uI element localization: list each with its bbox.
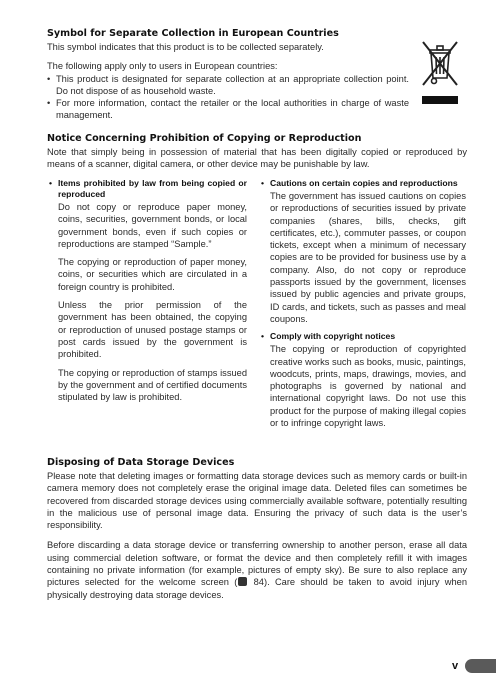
- copyright-title: • Comply with copyright notices: [261, 331, 466, 342]
- page-reference-number[interactable]: 84: [253, 577, 264, 588]
- prohibited-items-title: • Items prohibited by law from being copied or reproduced: [49, 178, 247, 200]
- weee-intro: This symbol indicates that this product is to be collected separately.: [47, 42, 324, 52]
- disposal-section: [47, 457, 467, 601]
- page-number: v: [452, 660, 459, 672]
- disposal-paragraph-2: [47, 539, 467, 600]
- copyright-text: The copying or reproduction of copyrighted creative works such as books, music, paintings, woodcuts, prints, maps, drawings, movies, and photographs is governed by national and international copyright laws. Do not use this product for the purpose of making illegal copies or to infringe copyright laws.: [270, 344, 466, 429]
- disposal-paragraph-1: Please note that deleting images or formatting data storage devices such as memory cards or built-in camera memory does not completely erase the original image data. Deleted files can sometimes be recovered from discarded storage devices using commercially available software, potentially resulting in the malicious use of personal image data. Ensuring the privacy of such data is the user’s responsibility.: [47, 471, 467, 531]
- weee-bullet-2: • For more information, contact the retailer or the local authorities in charge of waste management.: [47, 97, 409, 122]
- prohibited-paragraph-1: Do not copy or reproduce paper money, coins, securities, government bonds, or local government bonds, even if such copies or reproductions are stamped “Sample.”: [58, 202, 247, 249]
- page-reference-icon: [238, 577, 247, 586]
- copying-intro: Note that simply being in possession of material that has been digitally copied or reproduced by means of a scanner, digital camera, or other device may be punishable by law.: [47, 147, 467, 170]
- weee-section: [47, 28, 409, 122]
- cautions-column: [261, 178, 466, 429]
- weee-heading: Symbol for Separate Collection in European Countries: [47, 28, 339, 39]
- page-tab: [465, 659, 496, 673]
- disposal-heading: Disposing of Data Storage Devices: [47, 457, 235, 468]
- crossed-out-wheelie-bin-icon: [419, 38, 461, 106]
- copying-heading: Notice Concerning Prohibition of Copying or Reproduction: [47, 133, 362, 144]
- weee-bullet-1: • This product is designated for separate collection at an appropriate collection point. Do not dispose of as household waste.: [47, 73, 409, 98]
- prohibited-paragraph-2: The copying or reproduction of paper money, coins, or securities which are circulated in a foreign country is prohibited.: [58, 257, 247, 292]
- disposal-paragraph-2-start: Before discarding a data storage device or transferring ownership to another person, erase all data using commercial deletion software, or format the device and then completely refill it with images containing no private information (for example, pictures of empty sky). Be sure to also replace any pictures selected for the welcome screen (: [47, 540, 467, 588]
- disposal-paragraph-2-end: ). Care should be taken to avoid injury when physically destroying data storage devices.: [47, 577, 467, 600]
- cautions-text: The government has issued cautions on copies or reproductions of securities issued by private companies (shares, bills, checks, gift certificates, etc.), commuter passes, or coupon tickets, except when a minimum of necessary copies are to be provided for business use by a company. Also, do not copy or reproduce passports issued by the government, licenses issued by public agencies and private groups, ID cards, and tickets, such as passes and meal coupons.: [270, 191, 466, 324]
- prohibited-paragraph-4: The copying or reproduction of stamps issued by the government and of certified documents stipulated by law is prohibited.: [58, 367, 247, 403]
- weee-applies: The following apply only to users in European countries:: [47, 61, 278, 72]
- prohibited-paragraph-3: Unless the prior permission of the government has been obtained, the copying or reproduction of unused postage stamps or post cards issued by the government is prohibited.: [58, 300, 247, 360]
- prohibited-items-column: [49, 178, 247, 403]
- weee-bullets: [47, 73, 409, 122]
- copying-section: [47, 133, 467, 171]
- cautions-title: • Cautions on certain copies and reproductions: [261, 178, 466, 189]
